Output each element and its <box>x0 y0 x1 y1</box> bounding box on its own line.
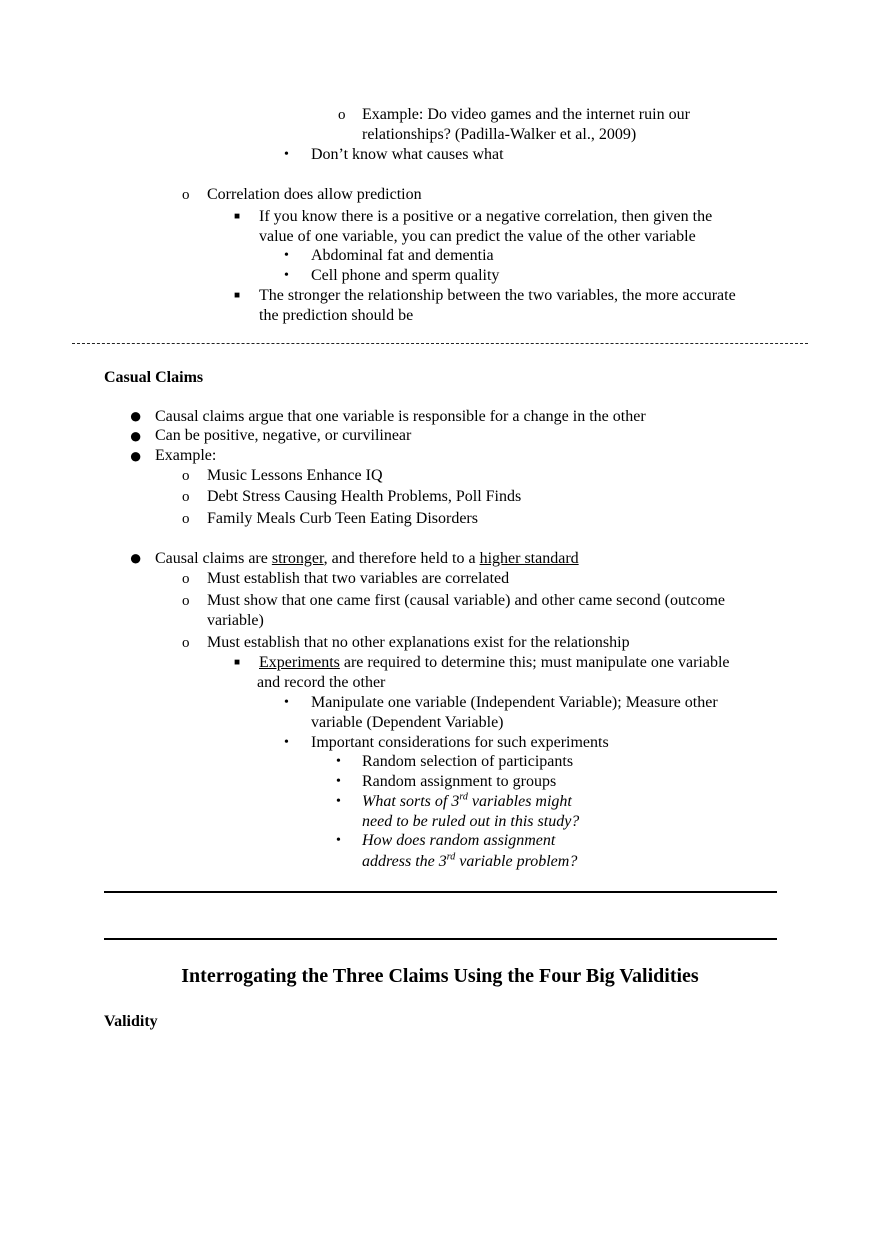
experiments-rest: are required to determine this; must manipulate one variable <box>339 654 730 671</box>
example-item: Debt Stress Causing Health Problems, Poll Finds <box>207 488 522 505</box>
example-phone: Cell phone and sperm quality <box>311 267 500 284</box>
question-two-c: variable problem? <box>455 853 578 870</box>
large-bullet-icon: ● <box>129 403 143 428</box>
causal-b3: Example: <box>155 447 217 464</box>
must-no-other: Must establish that no other explanations exist for the relationship <box>207 634 630 651</box>
section-heading: Interrogating the Three Claims Using the Four Big Validities <box>181 965 699 987</box>
disc-bullet-icon: • <box>336 774 341 789</box>
must-correlated: Must establish that two variables are correlated <box>207 570 510 587</box>
question-one-sup: rd <box>459 791 468 803</box>
example-item: Family Meals Curb Teen Eating Disorders <box>207 510 478 527</box>
question-one <box>362 792 572 812</box>
disc-bullet-icon: • <box>284 147 289 162</box>
stronger-text-cont: the prediction should be <box>259 307 414 324</box>
large-bullet-icon: ● <box>129 545 143 570</box>
disc-bullet-icon: • <box>284 735 289 750</box>
manipulate-text-cont: variable (Dependent Variable) <box>311 714 504 731</box>
causal-b4-stronger: stronger <box>271 550 324 567</box>
dont-know-text: Don’t know what causes what <box>311 146 504 163</box>
question-one-cont: need to be ruled out in this study? <box>362 813 580 830</box>
random-selection: Random selection of participants <box>362 753 574 770</box>
square-bullet-icon: ■ <box>234 657 241 668</box>
circle-bullet-icon: o <box>182 571 190 587</box>
dashed-divider <box>72 343 808 344</box>
question-one-b: variables might <box>467 793 572 810</box>
circle-bullet-icon: o <box>182 489 190 505</box>
large-bullet-icon: ● <box>129 443 143 468</box>
causal-b4 <box>155 549 579 569</box>
validity-title: Validity <box>104 1013 158 1030</box>
disc-bullet-icon: • <box>336 754 341 769</box>
example-text: Example: Do video games and the internet ruin our <box>362 106 690 123</box>
example-fat: Abdominal fat and dementia <box>311 247 494 264</box>
causal-b2: Can be positive, negative, or curvilinear <box>155 427 412 444</box>
horizontal-rule <box>104 938 777 940</box>
circle-bullet-icon: o <box>182 635 190 651</box>
disc-bullet-icon: • <box>336 833 341 848</box>
causal-b4-mid: , and therefore held to a <box>323 550 480 567</box>
circle-bullet-icon: o <box>182 511 190 527</box>
example-text-cont: relationships? (Padilla-Walker et al., 2009) <box>362 126 637 143</box>
experiments-text-cont: and record the other <box>257 674 386 691</box>
disc-bullet-icon: • <box>284 268 289 283</box>
question-two-b: address the 3 <box>362 853 447 870</box>
considerations-text: Important considerations for such experiments <box>311 734 609 751</box>
question-one-a: What sorts of 3 <box>362 793 460 810</box>
experiments-text <box>259 653 730 673</box>
causal-b1: Causal claims argue that one variable is responsible for a change in the other <box>155 408 646 425</box>
question-two: How does random assignment <box>362 832 556 849</box>
causal-b4-higher-standard: higher standard <box>479 550 579 567</box>
if-know-text: If you know there is a positive or a negative correlation, then given the <box>259 208 713 225</box>
random-assignment: Random assignment to groups <box>362 773 557 790</box>
square-bullet-icon: ■ <box>234 211 241 222</box>
causal-title: Casual Claims <box>104 369 204 386</box>
disc-bullet-icon: • <box>284 248 289 263</box>
circle-bullet-icon: o <box>338 107 346 123</box>
disc-bullet-icon: • <box>284 695 289 710</box>
stronger-text: The stronger the relationship between the two variables, the more accurate <box>259 287 736 304</box>
must-first: Must show that one came first (causal variable) and other came second (outcome <box>207 592 726 609</box>
must-first-cont: variable) <box>207 612 264 629</box>
circle-bullet-icon: o <box>182 468 190 484</box>
experiments-link-text: Experiments <box>259 654 340 671</box>
large-bullet-icon: ● <box>129 423 143 448</box>
prediction-title: Correlation does allow prediction <box>207 186 422 203</box>
circle-bullet-icon: o <box>182 187 190 203</box>
square-bullet-icon: ■ <box>234 290 241 301</box>
circle-bullet-icon: o <box>182 593 190 609</box>
disc-bullet-icon: • <box>336 794 341 809</box>
horizontal-rule <box>104 891 777 893</box>
question-two-sup: rd <box>446 851 456 863</box>
manipulate-text: Manipulate one variable (Independent Variable); Measure other <box>311 694 718 711</box>
causal-b4-pre: Causal claims are <box>155 550 272 567</box>
example-item: Music Lessons Enhance IQ <box>207 467 383 484</box>
question-two-cont <box>362 852 577 872</box>
if-know-text-cont: value of one variable, you can predict the value of the other variable <box>259 228 696 245</box>
